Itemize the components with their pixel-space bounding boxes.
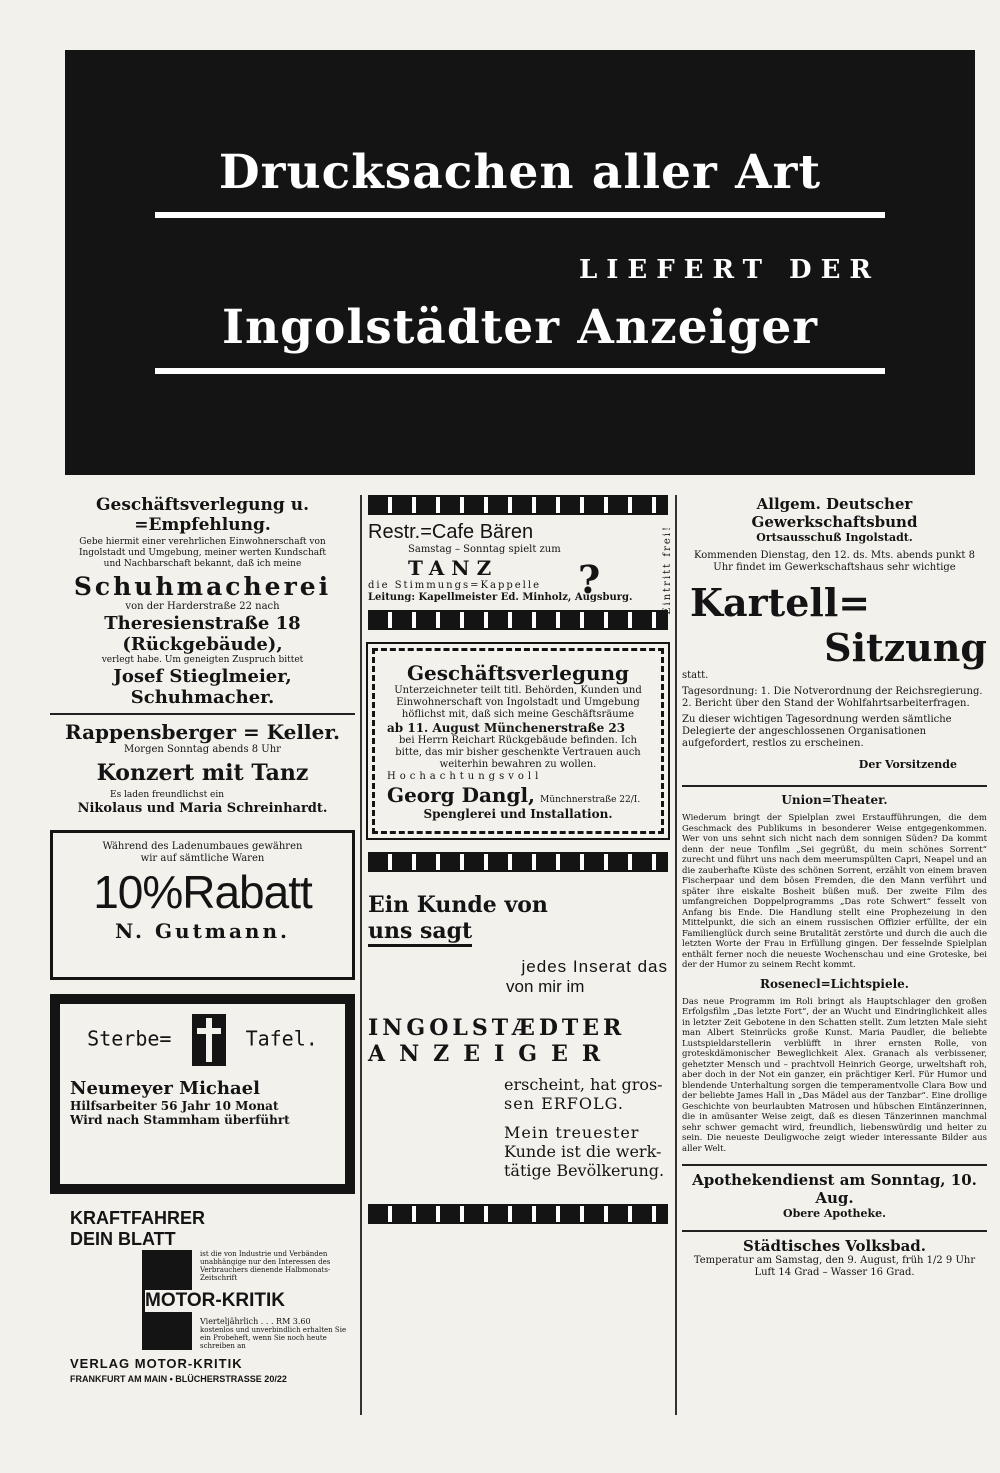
ad-text: die Stimmungs=Kappelle xyxy=(368,580,541,591)
ad-date: ab 11. August Münchenerstraße 23 xyxy=(387,721,626,735)
ad-text: erscheint, hat gros- xyxy=(504,1075,663,1094)
ad-big: Kartell= xyxy=(690,580,871,625)
ad-sub: Ortsausschuß Ingolstadt. xyxy=(756,531,913,544)
banner-line-3: Ingolstädter Anzeiger xyxy=(221,300,819,355)
ad-event: Konzert mit Tanz xyxy=(96,760,309,786)
ad-desc: ist die von Industrie und Verbänden unabhängige nur den Interessen des Verbrauchers dienende Halbmonats-Zeitschrift xyxy=(200,1250,331,1282)
ad-title: Geschäftsverlegung xyxy=(406,661,630,685)
ad-gutmann xyxy=(50,830,355,980)
ad-title: Allgem. Deutscher Gewerkschaftsbund xyxy=(751,495,918,531)
ad-text: Samstag – Sonntag spielt zum xyxy=(408,544,561,555)
ad-addr: Münchnerstraße 22/I. xyxy=(540,795,641,805)
ad-text: Es laden freundlichst ein xyxy=(110,790,225,800)
column-middle xyxy=(368,495,673,1224)
ad-rappensberger xyxy=(50,720,355,816)
banner-ad xyxy=(65,50,975,475)
ad-text: statt. xyxy=(682,670,709,681)
ad-text: Gebe hiermit einer verehrlichen Einwohnerschaft von Ingolstadt und Umgebung, meiner werten Kundschaft und Nachbarschaft bekannt, daß ich meine xyxy=(78,537,327,569)
ad-text: jedes Inserat das xyxy=(521,957,668,976)
ad-title: Apothekendienst am Sonntag, 10. Aug. xyxy=(692,1171,977,1207)
ad-text: Während des Ladenumbaues gewähren wir auf sämtliche Waren xyxy=(102,841,303,864)
ad-text: bei Herrn Reichart Rückgebäude befinden. Ich bitte, das mir bisher geschenkte Vertrauen auch weiterhin bewahren zu wollen. xyxy=(395,735,641,770)
ad-motorkritik xyxy=(50,1208,355,1393)
banner-line-1: Drucksachen aller Art xyxy=(218,145,822,200)
ad-owner: Josef Stieglmeier, Schuhmacher. xyxy=(113,666,292,708)
ad-text: tätige Bevölkerung. xyxy=(504,1161,665,1180)
banner-rule xyxy=(155,212,885,218)
ad-title: Rappensberger = Keller. xyxy=(65,720,340,744)
ad-title: Restr.=Cafe Bären xyxy=(368,521,534,543)
article-title: Union=Theater. xyxy=(781,793,888,807)
article-body: Wiederum bringt der Spielplan zwei Erstaufführungen, die dem Geschmack des Publikums in besonderer Weise entgegenkommen. Wer von uns sehnt sich nicht nach dem sonnigen Süden? Da kommt denn der neue Tonfilm „Sei gegrüßt, du mein schönes Sorrent“ zurecht und führt uns nach dem meerumspülten Capri, Neapel und an die zauberhafte Küste des schönen Sorrent, erzählt von einem braven Fischerpaar und dem bösen Fremden, die den Mann verführt und später ihre eiskalte Bosheit büßen muß. Der zweite Film des umfangreichen Doppelprogramms „Das rote Schwert“ fesselt von Anfang bis Ende. Die Handlung stellt eine Prophezeiung in den Mittelpunkt, die sich an einem russischen Offizier erfüllte, der ein Familienglück durch seine Brutalität zerstörte und durch die auch die letzten Worte der Frau in Erfüllung gingen. Der fesselnde Spielplan enthält ferner noch die neueste Wochenschau und eine Groteske, bei der der Humor zu seinem Recht kommt. xyxy=(682,813,987,970)
ad-text: Temperatur am Samstag, den 9. August, früh 1/2 9 Uhr Luft 14 Grad – Wasser 16 Grad. xyxy=(693,1255,976,1278)
ad-big: Sitzung xyxy=(824,625,987,670)
ad-schuhmacherei xyxy=(50,495,355,708)
ad-name: N. Gutmann. xyxy=(115,919,290,943)
ad-paper: ANZEIGER xyxy=(368,1041,615,1067)
ad-text: Unterzeichneter teilt titl. Behörden, Kunden und Einwohnerschaft von Ingolstadt und Umgebung höflichst mit, daß sich meine Geschäftsräume xyxy=(394,685,642,720)
ad-side: Eintritt frei! xyxy=(662,525,673,615)
article-rosenecl xyxy=(682,977,987,1155)
film-border xyxy=(368,852,668,872)
divider xyxy=(50,713,355,715)
divider xyxy=(682,785,987,787)
ad-name: Obere Apotheke. xyxy=(783,1207,886,1220)
ad-text: Kommenden Dienstag, den 12. ds. Mts. abends punkt 8 Uhr findet im Gewerkschaftshaus sehr wichtige xyxy=(694,550,975,573)
ad-business: Schuhmacherei xyxy=(73,572,332,601)
column-divider xyxy=(675,495,677,1415)
ad-text: sen ERFOLG. xyxy=(504,1094,624,1113)
article-title: Rosenecl=Lichtspiele. xyxy=(760,976,909,991)
ad-address: Theresienstraße 18 (Rückgebäude), xyxy=(104,613,301,655)
film-border xyxy=(368,1204,668,1224)
ad-headline: Ein Kunde von xyxy=(368,892,548,918)
ad-name: Georg Dangl, xyxy=(387,783,536,807)
ad-volksbad xyxy=(682,1237,987,1279)
ad-cafe-baeren xyxy=(368,495,673,630)
sterbe-header xyxy=(70,1014,335,1066)
ad-trade: Spenglerei und Installation. xyxy=(423,807,613,821)
ad-price: Vierteljährlich . . . RM 3.60 xyxy=(200,1317,311,1326)
ad-question: ? xyxy=(578,557,601,602)
article-union-theater xyxy=(682,793,987,971)
ad-event: TANZ xyxy=(408,556,499,580)
banner-line-2: LIEFERT DER xyxy=(578,255,880,285)
ad-publisher: VERLAG MOTOR-KRITIK xyxy=(70,1356,243,1371)
deceased-detail: Hilfsarbeiter 56 Jahr 10 Monat xyxy=(70,1099,279,1113)
ad-sterbetafel xyxy=(50,994,355,1194)
column-divider xyxy=(360,495,362,1415)
ad-text: Mein treuester xyxy=(504,1123,640,1142)
ad-dangl xyxy=(372,648,664,834)
ad-text: Kunde ist die werk- xyxy=(504,1142,662,1161)
cross-icon xyxy=(192,1014,226,1066)
divider xyxy=(682,1230,987,1232)
ad-text: von mir im xyxy=(506,977,585,996)
deceased-note: Wird nach Stammham überführt xyxy=(70,1113,290,1127)
column-right xyxy=(682,495,987,1279)
deceased-name: Neumeyer Michael xyxy=(70,1078,260,1099)
film-border xyxy=(368,610,668,630)
ad-headline: uns sagt xyxy=(368,918,472,947)
banner-rule-2 xyxy=(155,368,885,374)
ad-title: Städtisches Volksbad. xyxy=(742,1237,926,1255)
ad-kunde xyxy=(368,892,668,1180)
sterbe-title-left: Sterbe= xyxy=(87,1026,172,1051)
ad-text: Morgen Sonntag abends 8 Uhr xyxy=(124,744,281,755)
sterbe-title-right: Tafel. xyxy=(245,1026,318,1051)
ad-hosts: Nikolaus und Maria Schreinhardt. xyxy=(77,801,328,816)
ad-magazine: MOTOR-KRITIK xyxy=(145,1290,286,1311)
ad-offer: kostenlos und unverbindlich erhalten Sie ein Probeheft, wenn Sie noch heute schreiben an xyxy=(200,1326,347,1350)
ad-apotheke xyxy=(682,1171,987,1220)
column-left xyxy=(50,495,355,1393)
ad-text: Leitung: Kapellmeister Ed. Minholz, Augsburg. xyxy=(368,592,633,603)
ad-sign: Der Vorsitzende xyxy=(858,758,957,771)
ad-text: von der Harderstraße 22 nach xyxy=(125,601,280,612)
ad-paper: INGOLSTÆDTER xyxy=(368,1015,626,1041)
ad-gewerkschaft xyxy=(682,495,987,771)
ad-address: FRANKFURT AM MAIN • BLÜCHERSTRASSE 20/22 xyxy=(70,1374,287,1384)
ad-greet: Hochachtungsvoll xyxy=(387,771,543,782)
ad-title: Geschäftsverlegung u. =Empfehlung. xyxy=(96,495,309,535)
ad-line: DEIN BLATT xyxy=(70,1229,176,1249)
ad-text: Tagesordnung: 1. Die Notverordnung der Reichsregierung. 2. Bericht über den Stand der Wohlfahrtsarbeiterfragen. xyxy=(682,686,983,709)
ad-rabatt: 10%Rabatt xyxy=(93,866,312,918)
article-body: Das neue Programm im Roli bringt als Hauptschlager den großen Erfolgsfilm „Das letzte Fort“, der an Wucht und Eindringlichkeit alles in letzter Zeit Gebotene in den Schatten stellt. Zum letzten Male sieht man Albert Steinrücks große Kunst. Maria Paudler, die beliebte Lustspieldarstellerin verblüfft in ihrer ernsten Rolle, von groteskdämonischer Beweglichkeit Alex. Granach als verbissener, gehetzter Mensch und – prachtvoll Heinrich George, urweltshaft roh, aber doch in der Not ein ganzer, ein prächtiger Kerl. Für Humor und blendende Unterhaltung sorgen die temperamentvolle Clara Bow und der beliebte James Hall in „Das Mädel aus der Tanzbar“. Eine drollige Geschichte von beurlaubten Matrosen und hübschen Eintänzerinnen, die in amüsanter Weise zeigt, daß es diesen Tänzerinnen manchmal sehr schwer gemacht wird, freundlich, liebenswürdig und heiter zu sein. Die neueste Deuligwoche zeigt wieder interessante Bilder aus aller Welt. xyxy=(682,996,987,1154)
film-border xyxy=(368,495,668,515)
ad-text: verlegt habe. Um geneigten Zuspruch bittet xyxy=(101,655,304,665)
divider xyxy=(682,1164,987,1166)
ad-text: Zu dieser wichtigen Tagesordnung werden sämtliche Delegierte der angeschlossenen Organisationen aufgefordert, restlos zu erscheinen. xyxy=(682,714,952,749)
ad-line: KRAFTFAHRER xyxy=(70,1208,205,1228)
